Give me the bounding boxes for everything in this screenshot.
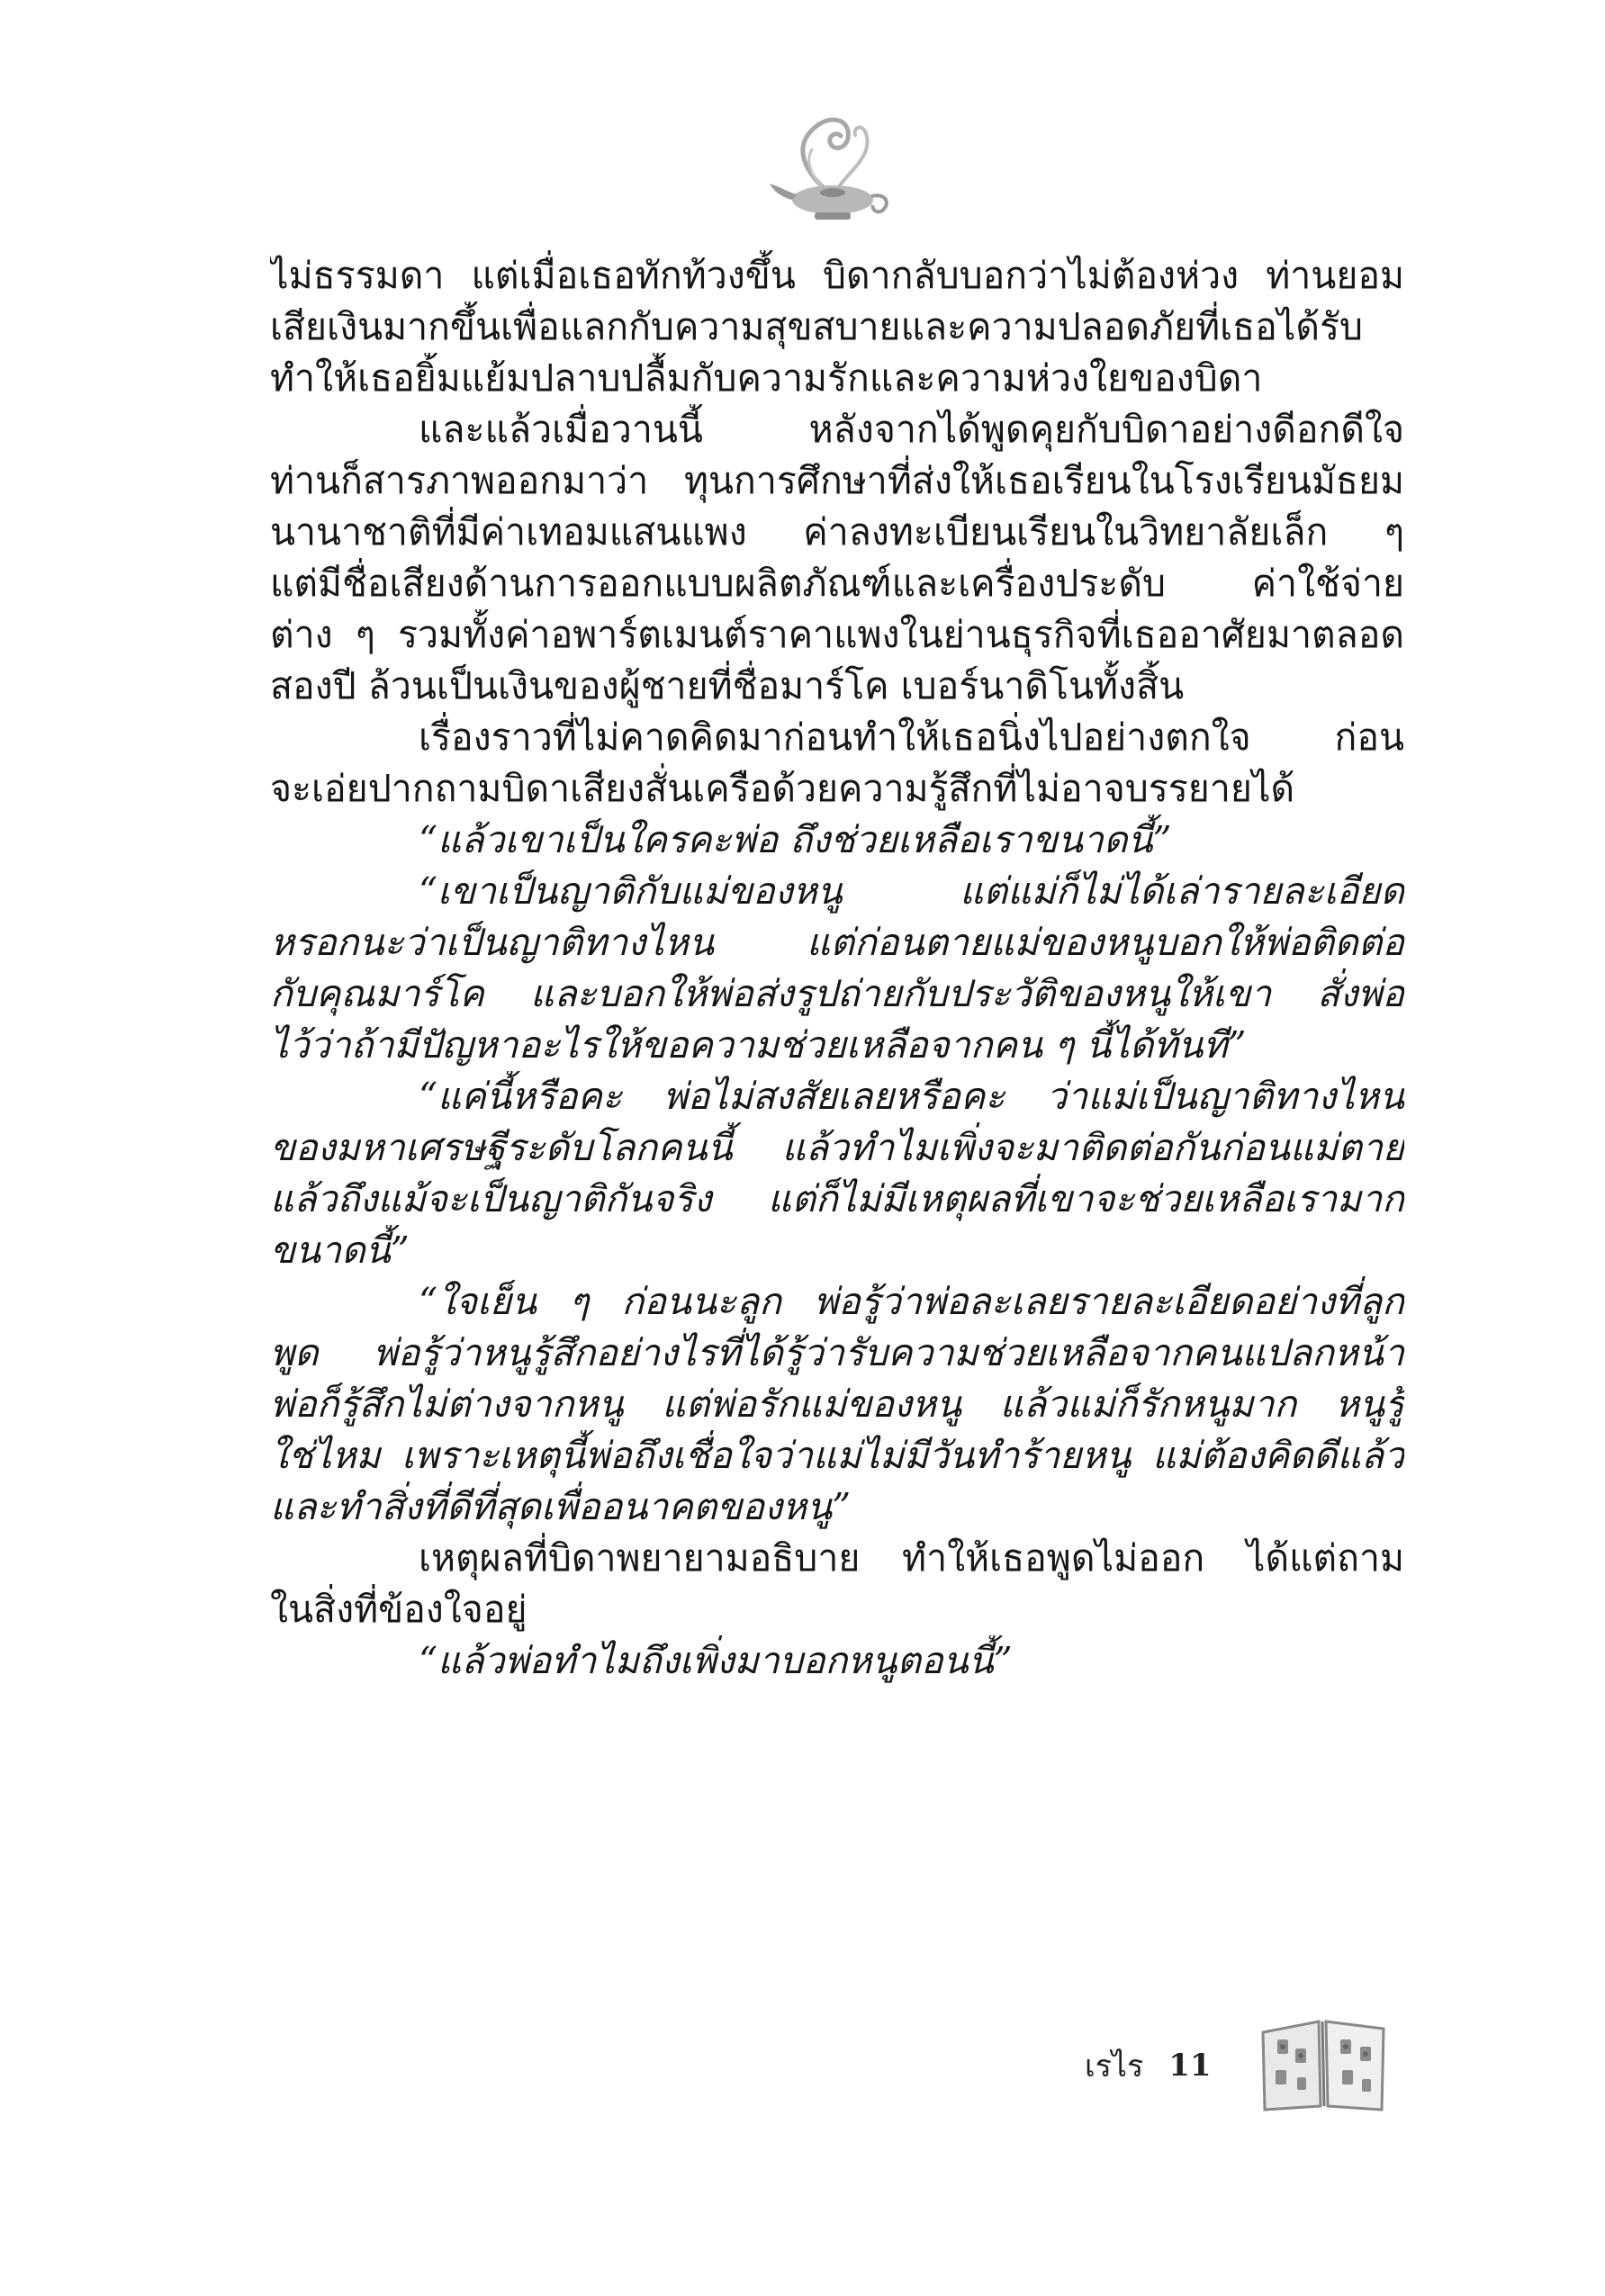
running-title: เรไร (1085, 2048, 1144, 2084)
text-line: ต่าง ๆ รวมทั้งค่าอพาร์ตเมนต์ราคาแพงในย่านธุรกิจที่เธออาศัยมาตลอด (270, 613, 1404, 656)
text-line: เรื่องราวที่ไม่คาดคิดมาก่อนทำให้เธอนิ่งไปอย่างตกใจ ก่อน (419, 716, 1404, 759)
text-line: “แล้วพ่อทำไมถึงเพิ่งมาบอกหนูตอนนี้” (419, 1639, 1013, 1682)
text-line: แต่มีชื่อเสียงด้านการออกแบบผลิตภัณฑ์และเครื่องประดับ ค่าใช้จ่าย (270, 562, 1404, 605)
text-line: เหตุผลที่บิดาพยายามอธิบาย ทำให้เธอพูดไม่ออก ได้แต่ถาม (419, 1536, 1404, 1580)
text-line: พ่อก็รู้สึกไม่ต่างจากหนู แต่พ่อรักแม่ของหนู แล้วแม่ก็รักหนูมาก หนูรู้ (270, 1382, 1404, 1426)
text-line: ใช่ไหม เพราะเหตุนี้พ่อถึงเชื่อใจว่าแม่ไม่มีวันทำร้ายหนู แม่ต้องคิดดีแล้ว (270, 1434, 1404, 1477)
text-line: หรอกนะว่าเป็นญาติทางไหน แต่ก่อนตายแม่ของหนูบอกให้พ่อติดต่อ (270, 921, 1404, 964)
genie-lamp-icon (765, 106, 900, 228)
text-line: “เขาเป็นญาติกับแม่ของหนู แต่แม่ก็ไม่ได้เล่ารายละเอียด (419, 869, 1404, 913)
open-book-icon (1256, 2016, 1391, 2115)
text-line: แล้วถึงแม้จะเป็นญาติกันจริง แต่ก็ไม่มีเหตุผลที่เขาจะช่วยเหลือเรามาก (270, 1177, 1404, 1220)
text-line: “ใจเย็น ๆ ก่อนนะลูก พ่อรู้ว่าพ่อละเลยรายละเอียดอย่างที่ลูก (419, 1280, 1404, 1323)
page-footer (1085, 2039, 1212, 2093)
text-line: ท่านก็สารภาพออกมาว่า ทุนการศึกษาที่ส่งให้เธอเรียนในโรงเรียนมัธยม (270, 459, 1404, 502)
text-line: สองปี ล้วนเป็นเงินของผู้ชายที่ชื่อมาร์โค เบอร์นาดิโนทั้งสิ้น (270, 664, 1185, 707)
text-line: ทำให้เธอยิ้มแย้มปลาบปลื้มกับความรักและความห่วงใยของบิดา (270, 356, 1263, 400)
body-text (270, 250, 1404, 1687)
text-line: และแล้วเมื่อวานนี้ หลังจากได้พูดคุยกับบิดาอย่างดีอกดีใจ (419, 408, 1404, 451)
text-line: กับคุณมาร์โค และบอกให้พ่อส่งรูปถ่ายกับประวัติของหนูให้เขา สั่งพ่อ (270, 972, 1404, 1015)
text-line: ของมหาเศรษฐีระดับโลกคนนี้ แล้วทำไมเพิ่งจะมาติดต่อกันก่อนแม่ตาย (270, 1126, 1404, 1169)
text-line: ไม่ธรรมดา แต่เมื่อเธอทักท้วงขึ้น บิดากลับบอกว่าไม่ต้องห่วง ท่านยอม (270, 254, 1404, 297)
text-line: “แล้วเขาเป็นใครคะพ่อ ถึงช่วยเหลือเราขนาดนี้” (419, 818, 1172, 861)
text-line: “แค่นี้หรือคะ พ่อไม่สงสัยเลยหรือคะ ว่าแม่เป็นญาติทางไหน (419, 1075, 1404, 1118)
text-line: ไว้ว่าถ้ามีปัญหาอะไรให้ขอความช่วยเหลือจากคน ๆ นี้ได้ทันที” (270, 1023, 1247, 1067)
page-number: 11 (1168, 2048, 1212, 2084)
text-line: นานาชาติที่มีค่าเทอมแสนแพง ค่าลงทะเบียนเรียนในวิทยาลัยเล็ก ๆ (270, 510, 1404, 554)
text-line: พูด พ่อรู้ว่าหนูรู้สึกอย่างไรที่ได้รู้ว่ารับความช่วยเหลือจากคนแปลกหน้า (270, 1331, 1404, 1374)
text-line: จะเอ่ยปากถามบิดาเสียงสั่นเครือด้วยความรู้สึกที่ไม่อาจบรรยายได้ (270, 767, 1295, 810)
text-line: เสียเงินมากขึ้นเพื่อแลกกับความสุขสบายและความปลอดภัยที่เธอได้รับ (270, 305, 1364, 348)
text-line: ขนาดนี้” (270, 1229, 410, 1272)
text-line: ในสิ่งที่ข้องใจอยู่ (270, 1588, 527, 1631)
text-line: และทำสิ่งที่ดีที่สุดเพื่ออนาคตของหนู” (270, 1485, 852, 1528)
